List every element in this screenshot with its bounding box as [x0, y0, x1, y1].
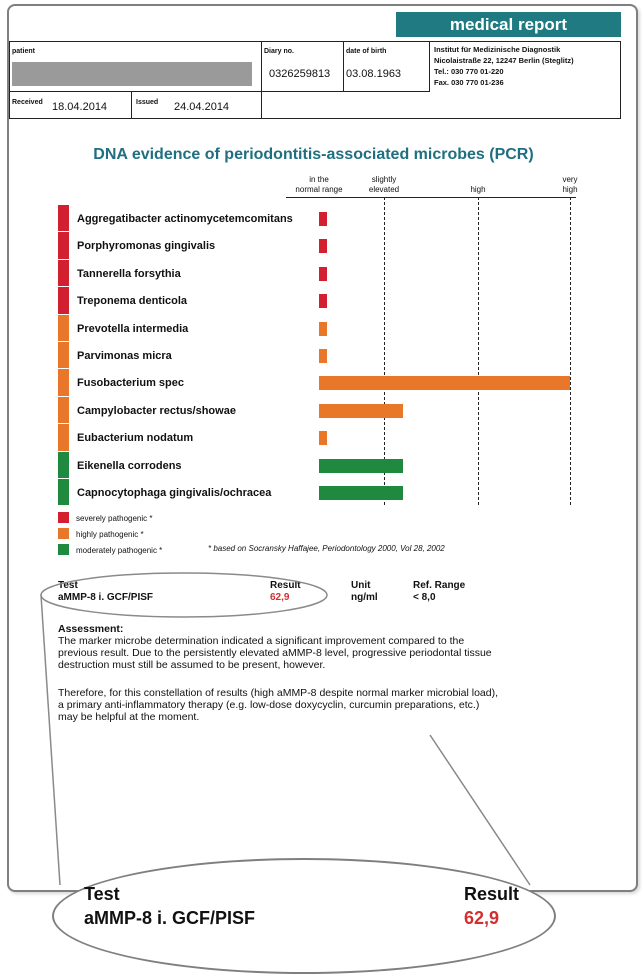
- microbe-label: Campylobacter rectus/showae: [77, 404, 236, 417]
- assessment-line: destruction must still be assumed to be present, however.: [58, 659, 326, 671]
- diary-value: 0326259813: [269, 68, 331, 80]
- issued-label: Issued: [136, 99, 159, 106]
- report-banner: medical report: [396, 12, 621, 37]
- level-header-line: in the: [309, 175, 329, 184]
- magnified-test-label: Test: [84, 884, 120, 904]
- microbe-label: Tannerella forsythia: [77, 267, 181, 280]
- level-header-line: high: [562, 185, 578, 194]
- received-label: Received: [12, 99, 43, 106]
- institute-line: Fax. 030 770 01-236: [434, 78, 504, 87]
- microbe-label: Prevotella intermedia: [77, 322, 189, 335]
- ref-range-label: Ref. Range: [413, 580, 466, 591]
- level-header-line: very: [562, 175, 578, 184]
- assessment-line: previous result. Due to the persistently elevated aMMP-8 level, progressive periodontal tissue: [58, 647, 492, 659]
- microbe-label: Fusobacterium spec: [77, 377, 184, 390]
- microbe-label: Treponema denticola: [77, 295, 188, 308]
- magnified-result-label: Result: [464, 884, 520, 904]
- unit-label: Unit: [351, 580, 371, 591]
- received-value: 18.04.2014: [52, 101, 108, 113]
- assessment-line: The marker microbe determination indicated a significant improvement compared to the: [58, 635, 465, 647]
- magnified-result: [52, 858, 556, 974]
- microbe-label: Eikenella corrodens: [77, 459, 182, 472]
- dob-label: date of birth: [346, 48, 387, 55]
- unit-value: ng/ml: [351, 592, 378, 603]
- ref-range-value: < 8,0: [413, 592, 436, 603]
- result-value: 62,9: [270, 592, 290, 603]
- assessment-line: may be helpful at the moment.: [58, 711, 200, 723]
- microbe-label: Parvimonas micra: [77, 350, 172, 362]
- level-header-line: slightly: [371, 175, 397, 184]
- microbe-label: Porphyromonas gingivalis: [77, 240, 216, 253]
- result-label: Result: [270, 580, 301, 591]
- microbe-label: Aggregatibacter actinomycetemcomitans: [77, 213, 293, 225]
- dob-value: 03.08.1963: [346, 68, 402, 80]
- institute-line: Nicolaistraße 22, 12247 Berlin (Steglitz): [434, 56, 574, 65]
- assessment-heading: Assessment:: [58, 623, 124, 635]
- magnified-test-name: aMMP-8 i. GCF/PISF: [84, 908, 256, 928]
- legend-label: moderately pathogenic *: [76, 546, 163, 555]
- test-name: aMMP-8 i. GCF/PISF: [58, 592, 154, 603]
- magnifier-ellipse: [41, 573, 327, 617]
- patient-label: patient: [12, 48, 35, 55]
- level-header-line: elevated: [368, 185, 400, 194]
- magnifier-line-left: [41, 595, 60, 885]
- microbe-label: Capnocytophaga gingivalis/ochracea: [77, 487, 272, 499]
- magnified-result-value: 62,9: [464, 908, 500, 928]
- test-label: Test: [58, 580, 78, 591]
- issued-value: 24.04.2014: [174, 101, 230, 113]
- assessment-line: Therefore, for this constellation of results (high aMMP-8 despite normal marker microbial load),: [58, 687, 499, 699]
- legend-label: highly pathogenic *: [76, 530, 144, 539]
- legend-footnote: * based on Socransky Haffajee, Periodontology 2000, Vol 28, 2002: [208, 544, 445, 553]
- assessment-line: a primary anti-inflammatory therapy (e.g. low-dose doxycyclin, curcumin preparations, etc.): [58, 699, 480, 711]
- microbe-label: Eubacterium nodatum: [77, 432, 194, 445]
- institute-line: Institut für Medizinische Diagnostik: [434, 45, 561, 54]
- chart-title: DNA evidence of periodontitis-associated microbes (PCR): [93, 146, 534, 163]
- diary-label: Diary no.: [264, 48, 294, 55]
- level-header-line: normal range: [295, 185, 343, 194]
- institute-line: Tel.: 030 770 01-220: [434, 67, 504, 76]
- legend-label: severely pathogenic *: [76, 514, 153, 523]
- level-header-line: high: [470, 185, 486, 194]
- magnifier-line-right: [430, 735, 530, 885]
